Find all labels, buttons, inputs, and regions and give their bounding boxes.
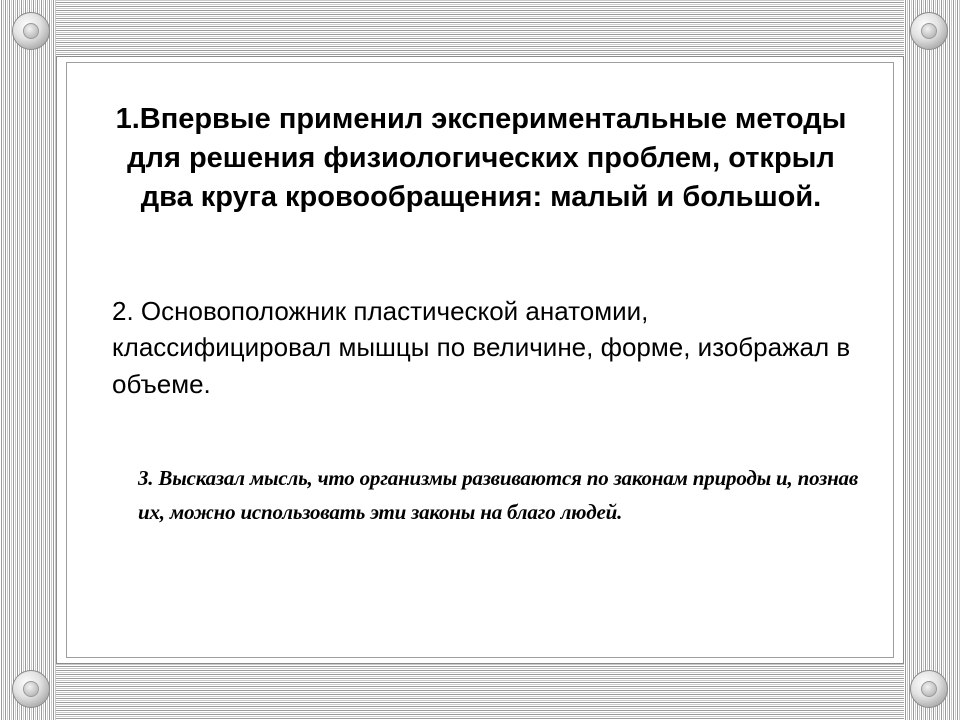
paragraph-1: 1.Впервые применил экспериментальные методы для решения физиологических проблем, открыл два круга кровообращения: малый и большой. xyxy=(115,103,847,213)
frame-band-top xyxy=(0,0,960,56)
paragraph-2: 2. Основоположник пластической анатомии, классифицировал мышцы по величине, форме, изображал в объеме. xyxy=(112,295,851,400)
frame-band-bottom xyxy=(0,664,960,720)
screw-bottom-left-icon xyxy=(12,670,50,708)
screw-top-right-icon xyxy=(910,12,948,50)
paragraph-3: 3. Высказал мысль, что организмы развиваются по законам природы и, познав их, можно использовать эти законы на благо людей. xyxy=(138,466,859,525)
frame-band-left xyxy=(0,0,56,720)
screw-top-left-icon xyxy=(12,12,50,50)
screw-bottom-right-icon xyxy=(910,670,948,708)
frame-band-right xyxy=(904,0,960,720)
slide-text-content xyxy=(96,82,866,642)
